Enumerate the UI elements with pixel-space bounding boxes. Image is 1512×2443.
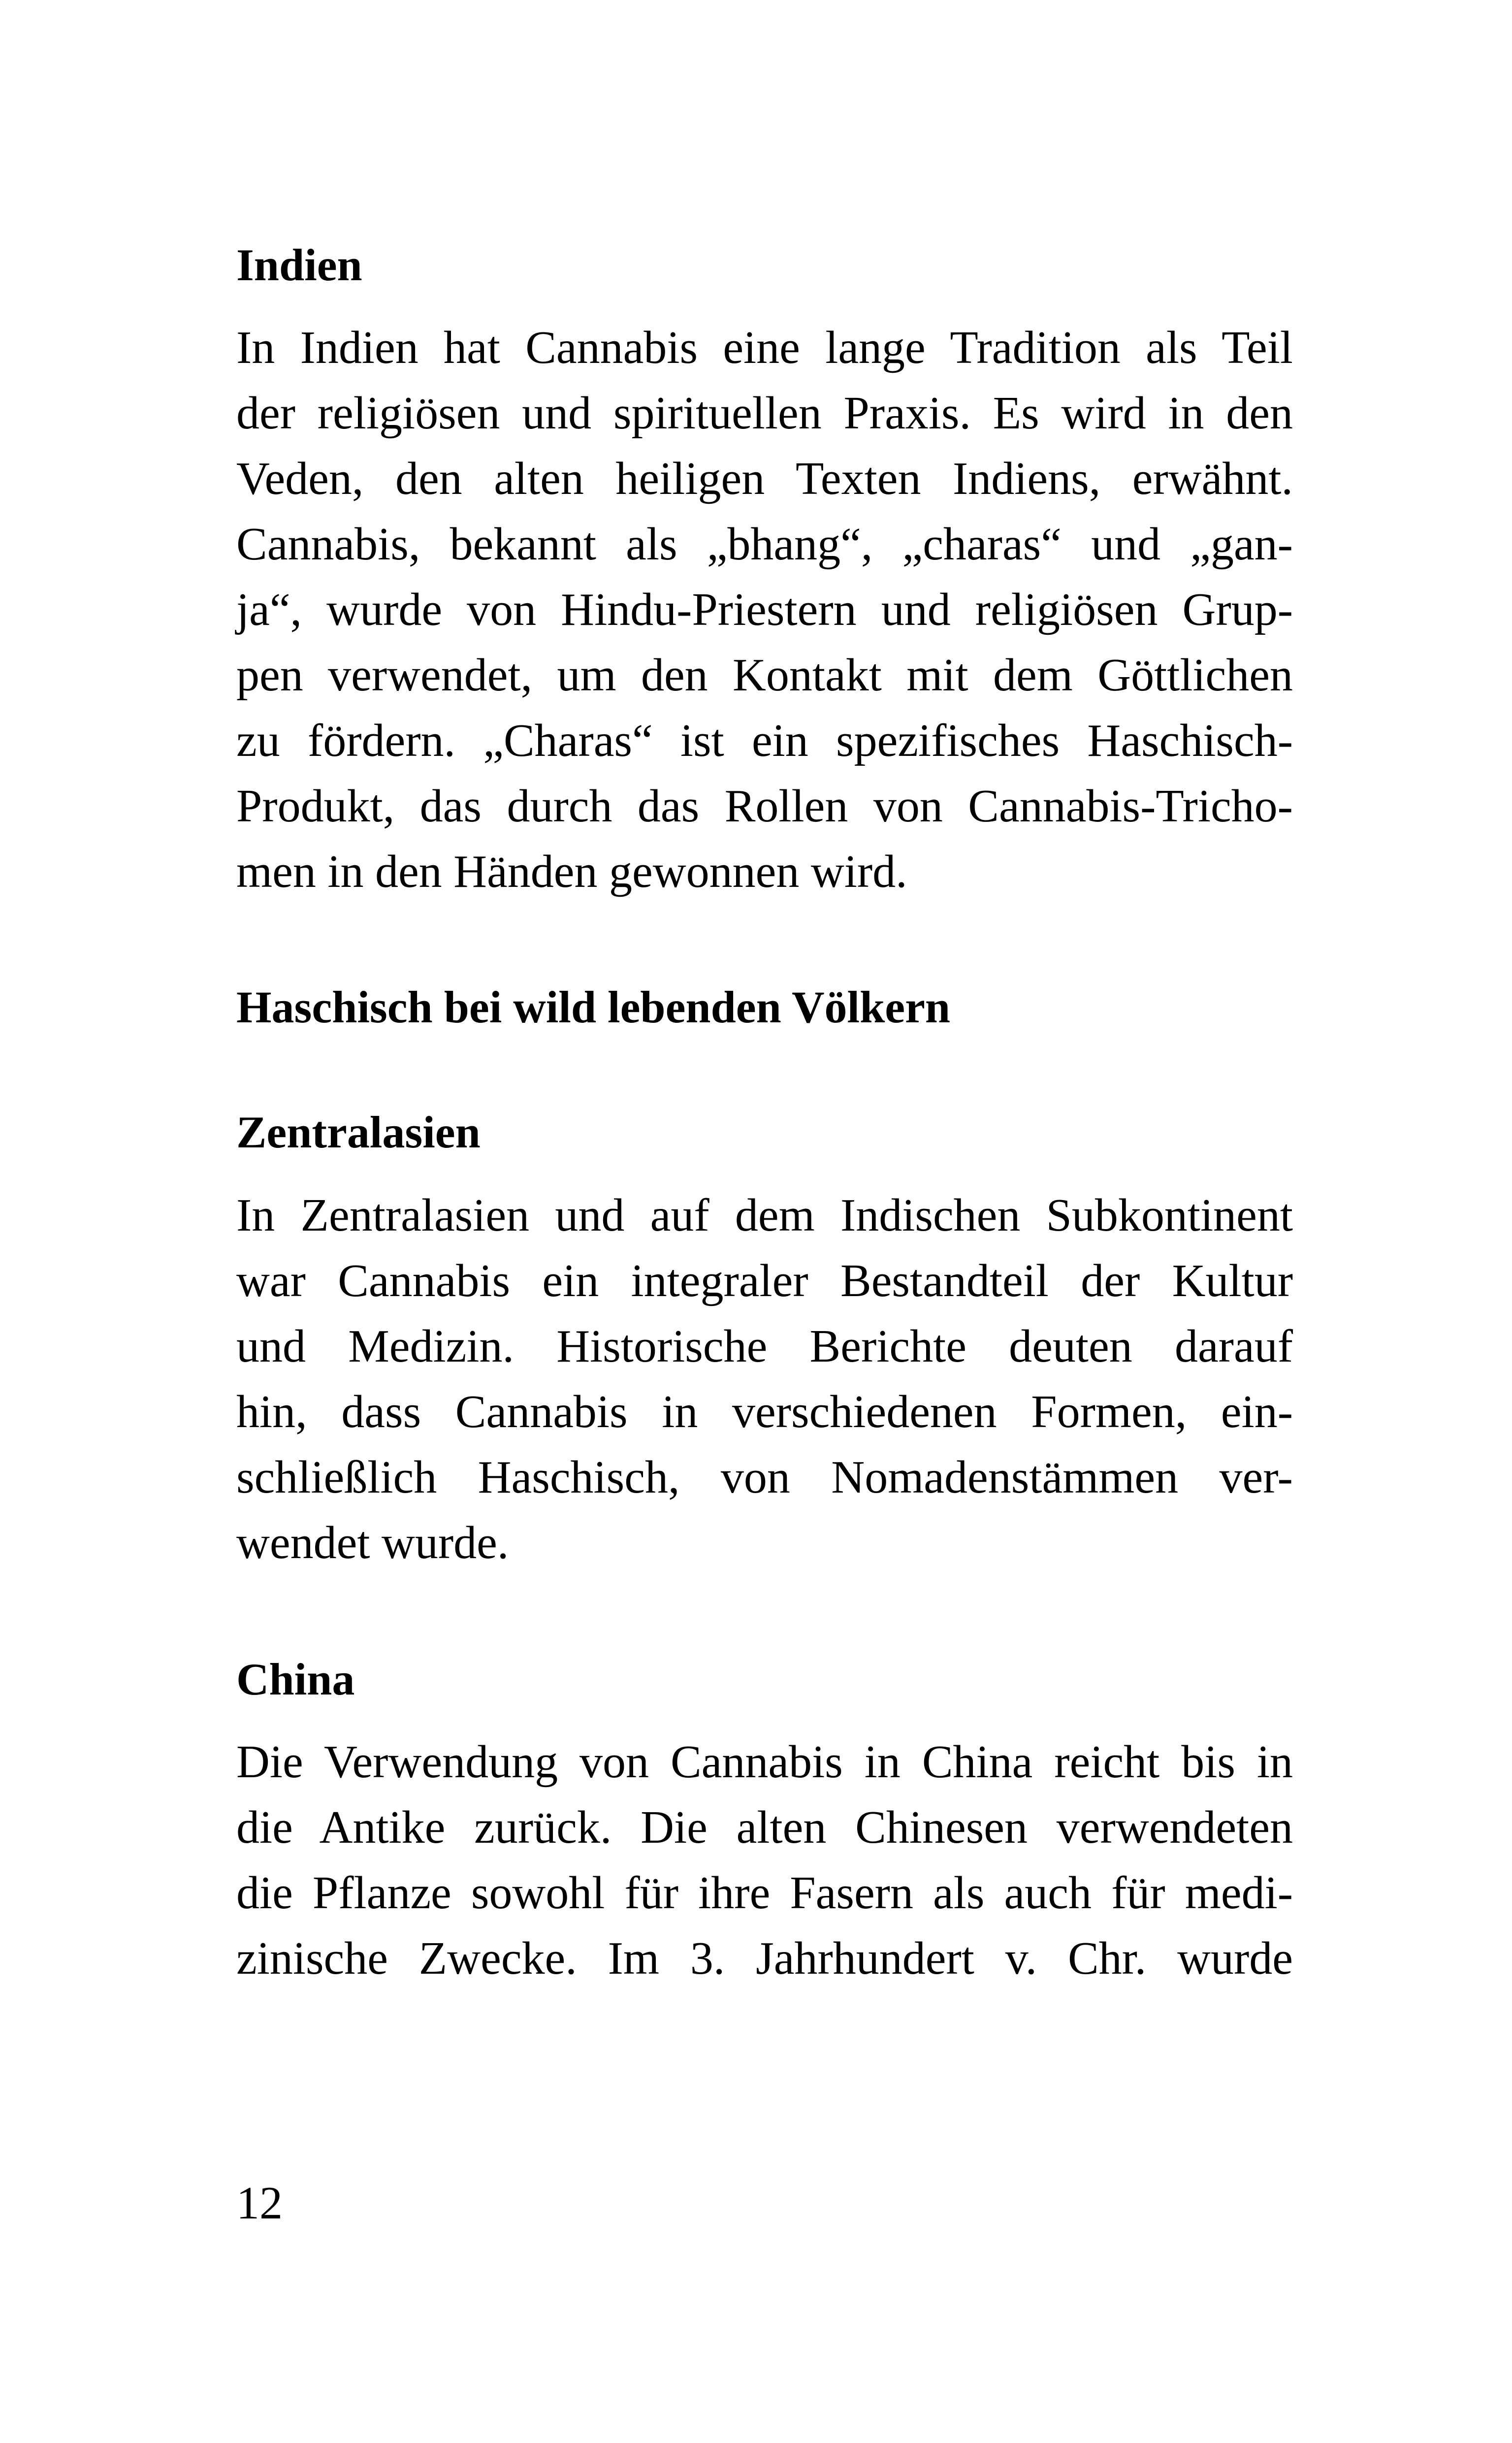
text-line: men in den Händen gewonnen wird. (236, 846, 907, 897)
text-line: In Indien hat Cannabis eine lange Tradition als Teil (236, 322, 1293, 373)
text-line: Produkt, das durch das Rollen von Cannabis-Tricho- (236, 781, 1293, 832)
text-line: In Zentralasien und auf dem Indischen Subkontinent (236, 1190, 1293, 1241)
section-heading-haschisch: Haschisch bei wild lebenden Völkern (236, 982, 951, 1032)
paragraph-zentralasien (236, 1183, 1293, 1576)
text-line: ja“, wurde von Hindu-Priestern und religiösen Grup- (236, 584, 1293, 635)
text-line: wendet wurde. (236, 1517, 509, 1568)
section-heading-zentralasien: Zentralasien (236, 1107, 481, 1157)
text-line: und Medizin. Historische Berichte deuten darauf (236, 1321, 1293, 1372)
text-line: Die Verwendung von Cannabis in China reicht bis in (236, 1736, 1293, 1788)
text-line: hin, dass Cannabis in verschiedenen Formen, ein- (236, 1386, 1293, 1437)
text-line: die Antike zurück. Die alten Chinesen verwendeten (236, 1802, 1293, 1853)
text-line: war Cannabis ein integraler Bestandteil der Kultur (236, 1255, 1293, 1306)
text-line: der religiösen und spirituellen Praxis. Es wird in den (236, 388, 1293, 439)
text-line: zu fördern. „Charas“ ist ein spezifisches Haschisch- (236, 715, 1293, 766)
text-line: die Pflanze sowohl für ihre Fasern als auch für medi- (236, 1867, 1293, 1919)
text-line: Cannabis, bekannt als „bhang“, „charas“ und „gan- (236, 519, 1293, 570)
text-line: pen verwendet, um den Kontakt mit dem Göttlichen (236, 650, 1293, 701)
text-line: zinische Zwecke. Im 3. Jahrhundert v. Chr. wurde (236, 1933, 1293, 1984)
text-line: Veden, den alten heiligen Texten Indiens, erwähnt. (236, 453, 1293, 504)
section-heading-indien: Indien (236, 240, 362, 290)
text-line: schließlich Haschisch, von Nomadenstämmen ver- (236, 1452, 1293, 1503)
paragraph-indien (236, 315, 1293, 905)
section-heading-china: China (236, 1654, 355, 1704)
paragraph-china (236, 1729, 1293, 1991)
page-number: 12 (236, 2178, 283, 2229)
